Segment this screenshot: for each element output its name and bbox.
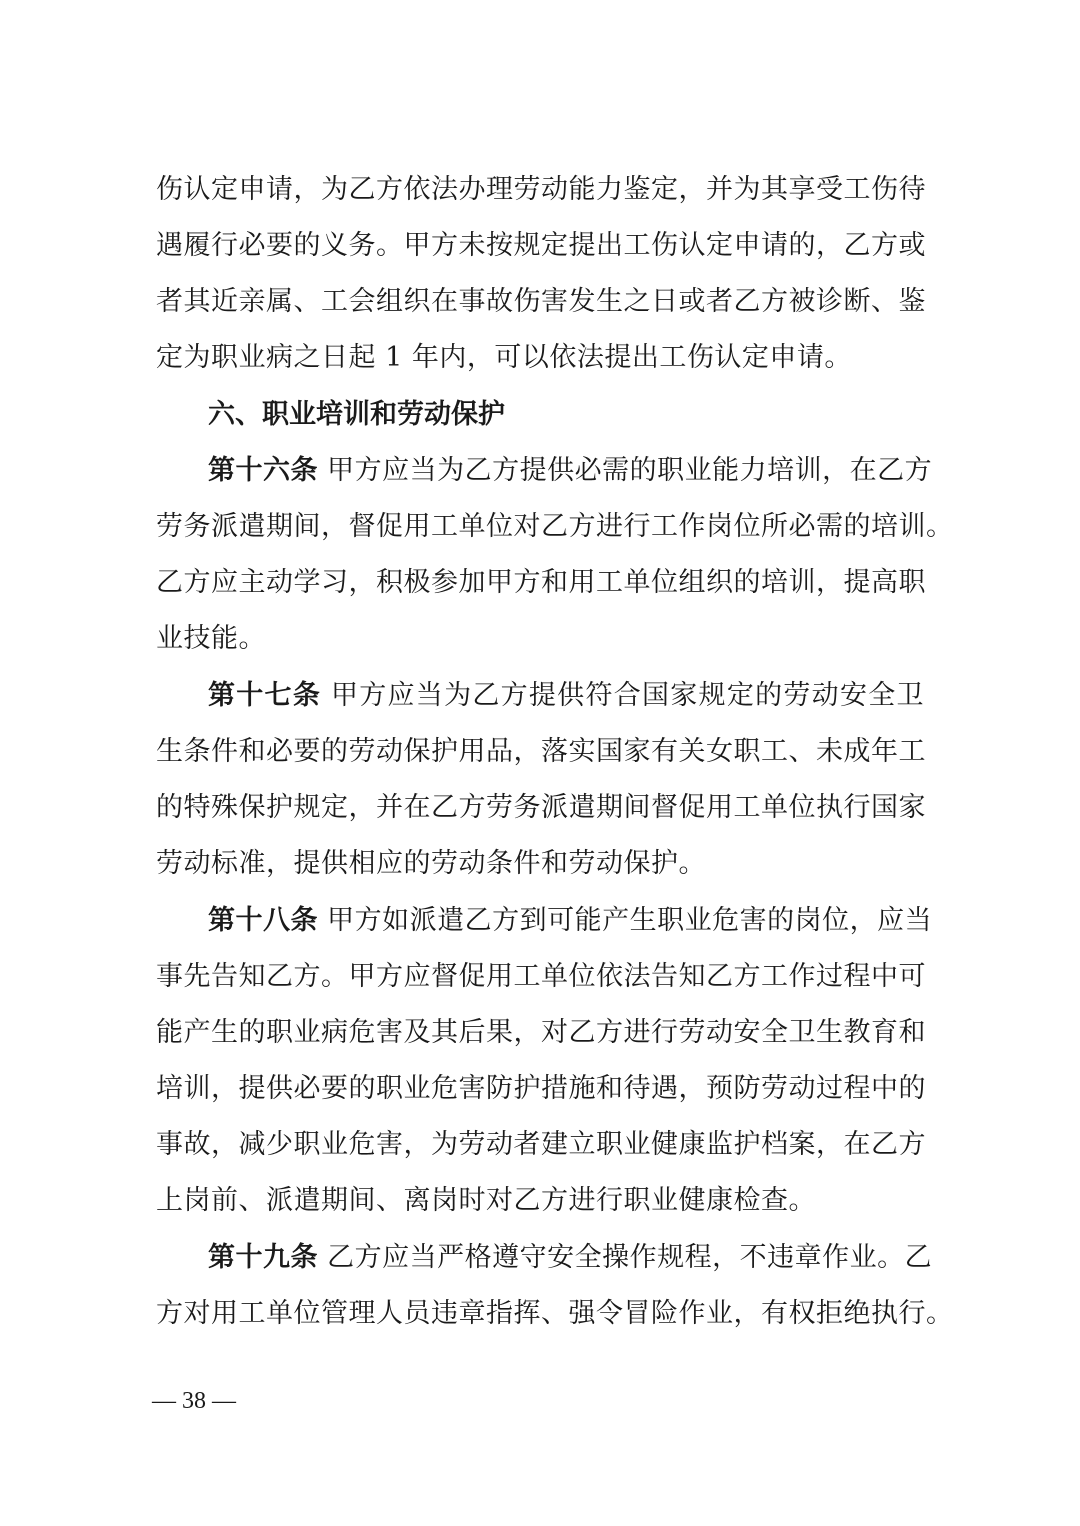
text-line: 方对用工单位管理人员违章指挥、强令冒险作业，有权拒绝执行。	[156, 1298, 954, 1329]
text-line: 伤认定申请，为乙方依法办理劳动能力鉴定，并为其享受工伤待	[156, 174, 926, 205]
article-18-text: 甲方如派遣乙方到可能产生职业危害的岗位，应当	[327, 905, 933, 936]
article-19-label: 第十九条	[208, 1242, 318, 1273]
text-line: 事先告知乙方。甲方应督促用工单位依法告知乙方工作过程中可	[156, 961, 926, 992]
article-17-label: 第十七条	[208, 680, 322, 711]
article-16-first-line	[208, 451, 933, 491]
article-16-text: 甲方应当为乙方提供必需的职业能力培训，在乙方	[327, 455, 933, 486]
text-line: 培训，提供必要的职业危害防护措施和待遇，预防劳动过程中的	[156, 1073, 926, 1104]
article-18-label: 第十八条	[208, 905, 318, 936]
text-line: 劳动标准，提供相应的劳动条件和劳动保护。	[156, 848, 706, 879]
text-line: 事故，减少职业危害，为劳动者建立职业健康监护档案，在乙方	[156, 1129, 926, 1160]
article-18-first-line	[208, 901, 933, 941]
article-16-label: 第十六条	[208, 455, 318, 486]
text-line: 的特殊保护规定，并在乙方劳务派遣期间督促用工单位执行国家	[156, 792, 926, 823]
text-line: 业技能。	[156, 623, 266, 654]
article-17-first-line	[208, 676, 924, 716]
page-number: — 38 —	[152, 1388, 236, 1414]
section-heading: 六、职业培训和劳动保护	[208, 399, 505, 430]
text-line: 能产生的职业病危害及其后果，对乙方进行劳动安全卫生教育和	[156, 1017, 926, 1048]
article-17-text: 甲方应当为乙方提供符合国家规定的劳动安全卫	[330, 680, 924, 711]
text-line: 劳务派遣期间，督促用工单位对乙方进行工作岗位所必需的培训。	[156, 511, 954, 542]
article-19-text: 乙方应当严格遵守安全操作规程，不违章作业。乙	[327, 1242, 933, 1273]
text-line: 上岗前、派遣期间、离岗时对乙方进行职业健康检查。	[156, 1185, 816, 1216]
text-line: 乙方应主动学习，积极参加甲方和用工单位组织的培训，提高职	[156, 567, 926, 598]
text-line: 生条件和必要的劳动保护用品，落实国家有关女职工、未成年工	[156, 736, 926, 767]
text-line: 者其近亲属、工会组织在事故伤害发生之日或者乙方被诊断、鉴	[156, 286, 926, 317]
text-line: 定为职业病之日起 1 年内，可以依法提出工伤认定申请。	[156, 342, 852, 373]
article-19-first-line	[208, 1238, 933, 1278]
text-line: 遇履行必要的义务。甲方未按规定提出工伤认定申请的，乙方或	[156, 230, 926, 261]
